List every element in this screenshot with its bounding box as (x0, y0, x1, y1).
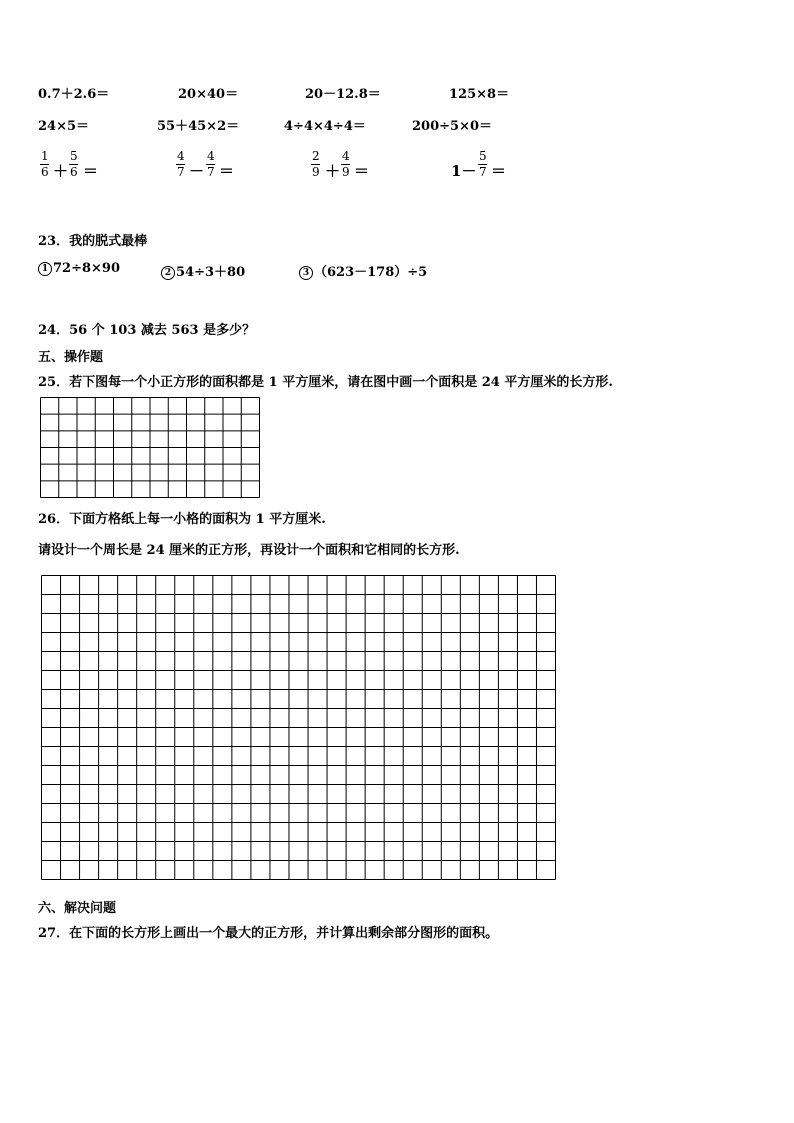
operator: － (189, 162, 205, 180)
q25-text: 25．若下图每一个小正方形的面积都是 1 平方厘米，请在图中画一个面积是 24 平方厘米的长方形. (38, 375, 613, 390)
expression: 54÷3＋80 (176, 265, 246, 280)
calc-r2-1: 24×5＝ (38, 119, 90, 134)
calc-r2-4: 200÷5×0＝ (412, 119, 493, 134)
calc-r1-1: 0.7＋2.6＝ (38, 87, 110, 102)
equals: ＝ (219, 162, 235, 180)
numerator: 4 (342, 149, 350, 163)
calc-r1-2: 20×40＝ (178, 87, 239, 102)
fraction (40, 150, 50, 179)
calc-r2-3: 4÷4×4÷4＝ (284, 119, 366, 134)
numerator: 1 (41, 149, 49, 163)
lead-term: 1－ (451, 162, 477, 180)
numerator: 5 (479, 149, 487, 163)
fraction (69, 150, 79, 179)
circled-number: 1 (38, 262, 52, 276)
numerator: 4 (207, 149, 215, 163)
equals: ＝ (354, 162, 370, 180)
calc-r1-4: 125×8＝ (449, 87, 510, 102)
denominator: 7 (207, 165, 215, 179)
circled-number: 3 (299, 266, 313, 280)
equals: ＝ (491, 162, 507, 180)
denominator: 7 (177, 165, 185, 179)
q23-item-1 (38, 261, 120, 276)
denominator: 9 (342, 165, 350, 179)
fraction (341, 150, 351, 179)
circled-number: 2 (161, 266, 175, 280)
calc-r2-2: 55＋45×2＝ (157, 119, 240, 134)
fraction (206, 150, 216, 179)
fraction (311, 150, 321, 179)
grid-paper-25[interactable] (40, 397, 260, 498)
operator: ＋ (53, 162, 69, 180)
numerator: 4 (177, 149, 185, 163)
denominator: 7 (479, 165, 487, 179)
denominator: 6 (70, 165, 78, 179)
numerator: 2 (312, 149, 320, 163)
equals: ＝ (83, 162, 99, 180)
q26-line-2: 请设计一个周长是 24 厘米的正方形，再设计一个面积和它相同的长方形. (38, 543, 460, 558)
numerator: 5 (70, 149, 78, 163)
section-6-title: 六、解决问题 (38, 901, 117, 916)
expression: 72÷8×90 (53, 261, 121, 276)
q23-title: 23．我的脱式最棒 (38, 234, 148, 249)
fraction (176, 150, 186, 179)
grid-paper-26[interactable] (41, 575, 556, 880)
q27-text: 27．在下面的长方形上画出一个最大的正方形，并计算出剩余部分图形的面积。 (38, 926, 499, 941)
denominator: 6 (41, 165, 49, 179)
calc-r1-3: 20－12.8＝ (305, 87, 381, 102)
q23-item-3 (299, 261, 427, 280)
operator: ＋ (325, 162, 341, 180)
fraction (478, 150, 488, 179)
expression: （623－178）÷5 (314, 265, 428, 280)
denominator: 9 (312, 165, 320, 179)
q23-item-2 (161, 261, 245, 280)
section-5-title: 五、操作题 (38, 350, 104, 365)
q26-line-1: 26．下面方格纸上每一小格的面积为 1 平方厘米. (38, 512, 326, 527)
q24-text: 24．56 个 103 减去 563 是多少？ (38, 323, 256, 338)
